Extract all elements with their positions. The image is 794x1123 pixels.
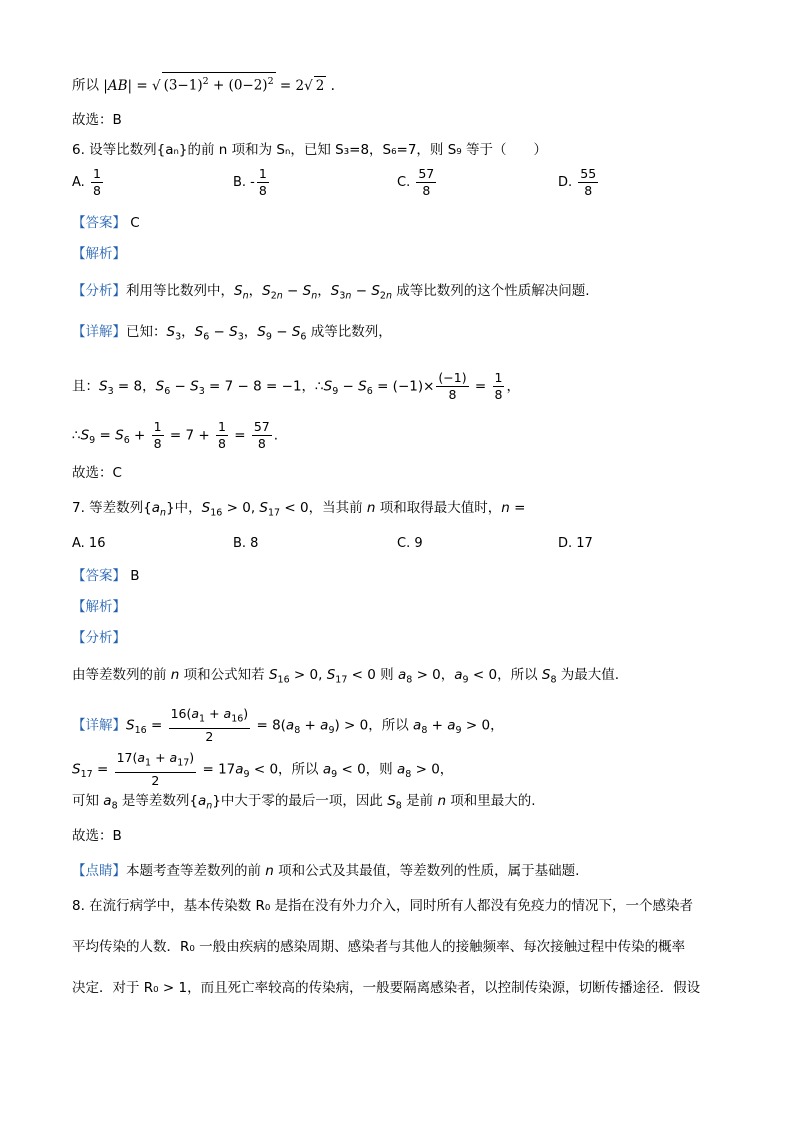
q7-analysis-tag: 【解析】 — [72, 599, 126, 615]
q6-stem: 6. 设等比数列{aₙ}的前 n 项和为 Sₙ，已知 S₃=8，S₆=7，则 S₉ 等于（ ） — [72, 142, 547, 158]
q6-option-d: D. $\frac{55}{8}$ — [558, 166, 597, 198]
answer-tag: 【答案】 — [72, 215, 126, 231]
q7-choose: 故选：B — [72, 828, 122, 844]
q6-option-c: C. $\frac{57}{8}$ — [397, 166, 435, 198]
q8-line-3: 决定．对于 R₀ > 1，而且死亡率较高的传染病，一般要隔离感染者，以控制传染源，切断传播途径．假设 — [72, 980, 701, 996]
q7-fenxi-tag: 【分析】 — [72, 630, 126, 646]
q7-detail-1: 【详解】$S_{16}$ = $\frac{16(a_1 + a_{16})}{2}$ = $8(a_8 + a_9) > 0$，所以 $a_8 + a_9 > 0$， — [72, 706, 504, 744]
q5-choose: 故选：B — [72, 112, 122, 128]
q6-option-b: B. - $\frac{1}{8}$ — [233, 166, 267, 198]
ab-length-line — [72, 72, 335, 95]
q7-dianjing: 【点睛】本题考查等差数列的前 n 项和公式及其最值，等差数列的性质，属于基础题. — [72, 863, 580, 879]
q7-detail-3: 可知 $a_8$ 是等差数列$\{a_n\}$中大于零的最后一项，因此 $S_8$ 是前 n 项和里最大的. — [72, 793, 536, 812]
q6-analysis-tag: 【解析】 — [72, 246, 126, 262]
q6-detail-1: 【详解】已知：$S_3$，$S_6 - S_3$，$S_9 - S_6$ 成等比数列， — [72, 324, 392, 343]
q7-option-d: D. 17 — [558, 536, 593, 551]
q7-fenxi: 由等差数列的前 n 项和公式知若 $S_{16} > 0$, $S_{17} < 0$ 则 $a_8 > 0$，$a_9 < 0$，所以 $S_8$ 为最大值. — [72, 667, 620, 686]
q8-line-1: 8. 在流行病学中，基本传染数 R₀ 是指在没有外力介入，同时所有人都没有免疫力的情况下，一个感染者 — [72, 898, 694, 914]
q6-fenxi: 【分析】利用等比数列中，$S_n$，$S_{2n} - S_n$，$S_{3n} - S_{2n}$ 成等比数列的这个性质解决问题. — [72, 283, 590, 302]
q7-answer: 【答案】 B — [72, 568, 140, 584]
q6-detail-2: 且：$S_3 = 8$，$S_6 - S_3 = 7 - 8 = -1$，$\therefore S_9 - S_6 = (-1)\times$ $\frac{(-1)}{8}$ = $\frac{1}{8}$ ， — [72, 370, 520, 402]
q7-option-a: A. 16 — [72, 536, 106, 551]
ab-length-formula: |AB| = √ $(3-1)^2 + (0-2)^2 = 2√$ 2 . — [103, 78, 335, 94]
q7-stem: 7. 等差数列$\{a_n\}$中，$S_{16} > 0$, $S_{17} < 0$，当其前 n 项和取得最大值时，n = — [72, 500, 526, 519]
q6-option-a: A. $\frac{1}{8}$ — [72, 166, 101, 198]
q7-option-b: B. 8 — [233, 536, 259, 551]
text-suoyi: 所以 — [72, 77, 99, 94]
q6-choose: 故选：C — [72, 465, 122, 481]
q7-option-c: C. 9 — [397, 536, 423, 551]
q7-detail-2: $S_{17}$ = $\frac{17(a_1 + a_{17})}{2}$ = $17a_9 < 0$，所以 $a_9 < 0$，则 $a_8 > 0$， — [72, 750, 454, 788]
q6-answer: 【答案】 C — [72, 215, 140, 231]
q8-line-2: 平均传染的人数．R₀ 一般由疾病的感染周期、感染者与其他人的接触频率、每次接触过程中传染的概率 — [72, 939, 686, 955]
q6-detail-3: $\therefore S_9 = S_6$ + $\frac{1}{8}$ = 7 + $\frac{1}{8}$ = $\frac{57}{8}$ . — [72, 419, 279, 451]
